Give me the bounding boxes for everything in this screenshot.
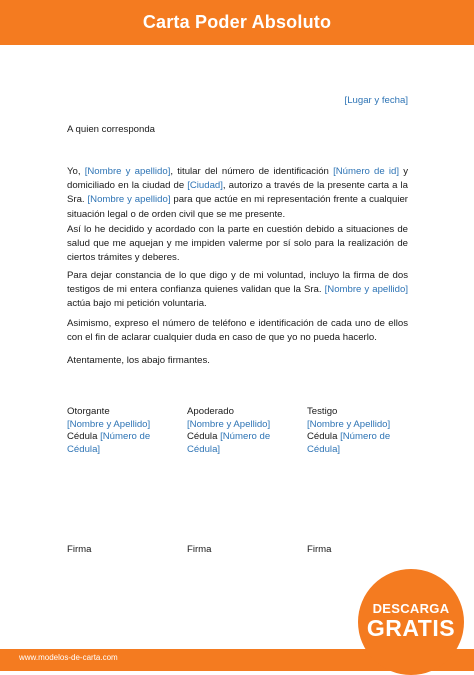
signature-label-otorgante: Firma bbox=[67, 544, 92, 555]
signer-name-placeholder: [Nombre y Apellido] bbox=[67, 418, 151, 430]
p3-text-2: actúa bajo mi petición voluntaria. bbox=[67, 298, 207, 310]
greeting: A quien corresponda bbox=[67, 124, 156, 135]
signer-id-label: Cédula bbox=[187, 431, 218, 442]
signer-id-placeholder-cont: Cédula] bbox=[307, 443, 341, 455]
signature-label-apoderado: Firma bbox=[187, 544, 212, 555]
signer-testigo bbox=[307, 406, 417, 456]
signer-otorgante bbox=[67, 406, 177, 456]
place-date-placeholder: [Lugar y fecha] bbox=[344, 95, 408, 106]
signer-role: Otorgante bbox=[67, 406, 110, 417]
signer-id-placeholder: [Número de bbox=[100, 431, 151, 442]
signer-name-placeholder: [Nombre y Apellido] bbox=[187, 418, 271, 430]
signer-id-label: Cédula bbox=[67, 431, 98, 442]
p1-text-3: y domiciliado en la ciudad de bbox=[67, 166, 408, 192]
signer-role: Apoderado bbox=[187, 406, 234, 417]
id-number-placeholder: [Número de id] bbox=[333, 166, 400, 177]
signer-id-label: Cédula bbox=[307, 431, 338, 442]
name-placeholder: [Nombre y apellido] bbox=[84, 166, 171, 177]
signer-apoderado bbox=[187, 406, 297, 456]
p1-text-2: , titular del número de identificación bbox=[170, 166, 334, 177]
download-free-badge[interactable] bbox=[358, 569, 464, 675]
badge-line-1: DESCARGA bbox=[372, 601, 450, 616]
p1-text-5: para que actúe en mi representación frente a cualquier situación legal o de orden civil que se me presente. bbox=[67, 194, 408, 220]
footer-url[interactable]: www.modelos-de-carta.com bbox=[19, 653, 118, 662]
closing-line: Atentamente, los abajo firmantes. bbox=[67, 355, 210, 366]
p3-text-1: Para dejar constancia de lo que digo y de mi voluntad, incluyo la firma de dos testigos de mi entera confianza quienes validan que la Sra. bbox=[67, 270, 408, 296]
p1-text-4: , autorizo a través de la presente carta a la Sra. bbox=[67, 180, 408, 206]
signer-id-placeholder-cont: Cédula] bbox=[67, 443, 101, 455]
signer-id-placeholder: [Número de bbox=[340, 431, 391, 442]
p1-text-1: Yo, bbox=[67, 166, 85, 177]
document-title: Carta Poder Absoluto bbox=[142, 12, 332, 32]
signers-section bbox=[67, 406, 417, 556]
paragraph-4: Asimismo, expreso el número de teléfono e identificación de cada uno de ellos con el fin de aclarar cualquier duda en caso de que yo no pueda hacerlo. bbox=[67, 318, 408, 344]
badge-line-2: GRATIS bbox=[366, 615, 456, 641]
header-bar bbox=[0, 0, 474, 45]
city-placeholder: [Ciudad] bbox=[187, 180, 223, 192]
signer-id-placeholder: [Número de bbox=[220, 431, 271, 442]
paragraph-1 bbox=[67, 165, 408, 222]
signer-role: Testigo bbox=[307, 406, 338, 417]
representative-name-placeholder-2: [Nombre y apellido] bbox=[324, 284, 408, 296]
paragraph-2: Así lo he decidido y acordado con la parte en cuestión debido a situaciones de salud que me aquejan y me impiden valerme por sí solo para la realización de ciertos trámites y deberes. bbox=[67, 224, 408, 264]
signer-name-placeholder: [Nombre y Apellido] bbox=[307, 418, 391, 430]
signer-id-placeholder-cont: Cédula] bbox=[187, 443, 221, 455]
signature-label-testigo: Firma bbox=[307, 544, 332, 555]
paragraph-3 bbox=[67, 269, 408, 312]
representative-name-placeholder: [Nombre y apellido] bbox=[87, 194, 171, 206]
